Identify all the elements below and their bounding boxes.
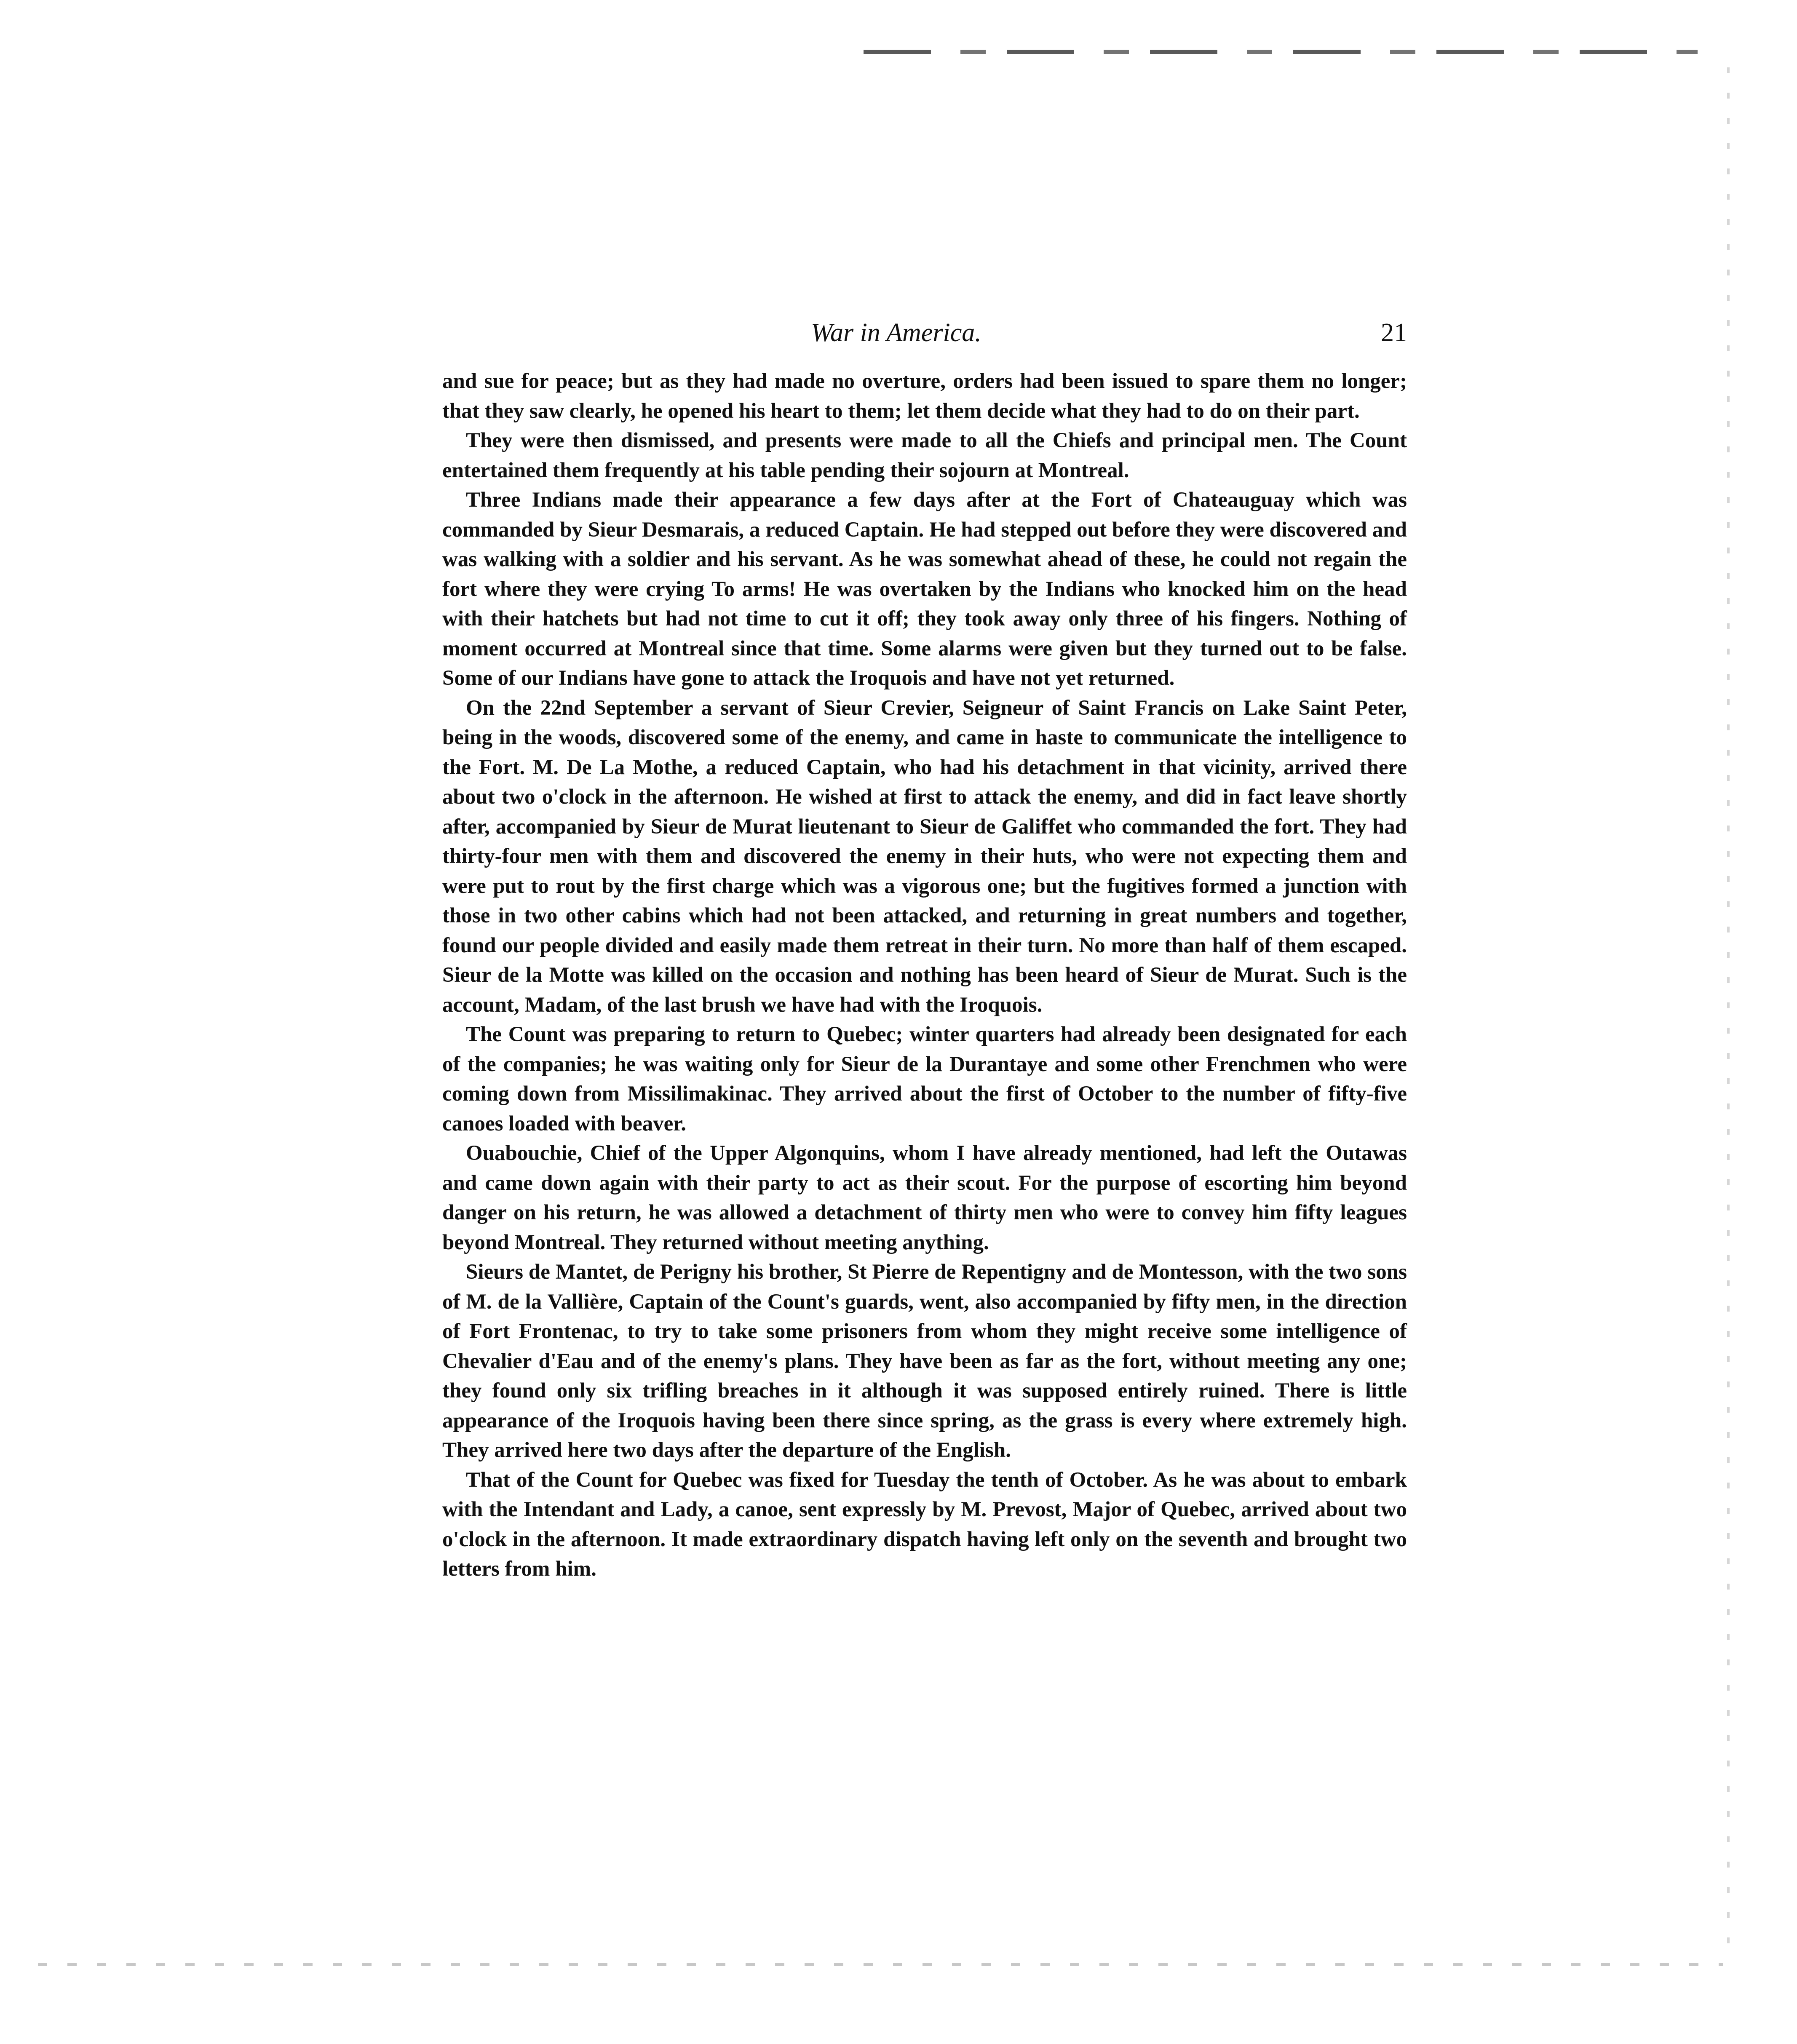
paragraph: The Count was preparing to return to Quebec; winter quarters had already been designated for each of the companies; he was waiting only for Sieur de la Durantaye and some other Frenchmen who were coming down from Missilimakinac. They arrived about the first of October to the number of fifty-five canoes loaded with beaver. bbox=[442, 1023, 1407, 1136]
page-header bbox=[442, 314, 1407, 352]
page-number: 21 bbox=[1381, 318, 1407, 347]
paragraph: They were then dismissed, and presents were made to all the Chiefs and principal men. The Count entertained them frequently at his table pending their sojourn at Montreal. bbox=[442, 429, 1407, 482]
running-title: War in America. bbox=[811, 318, 981, 347]
scan-right-edge bbox=[1727, 67, 1730, 1963]
paragraph: That of the Count for Quebec was fixed for Tuesday the tenth of October. As he was about to embark with the Intendant and Lady, a canoe, sent expressly by M. Prevost, Major of Quebec, arrived about two o'clock in the afternoon. It made extraordinary dispatch having left only on the seventh and brought two letters from him. bbox=[442, 1468, 1407, 1581]
paragraph: On the 22nd September a servant of Sieur Crevier, Seigneur of Saint Francis on Lake Saint Peter, being in the woods, discovered some of the enemy, and came in haste to communicate the intelligence to the Fort. M. De La Mothe, a reduced Captain, who had his detachment in that vicinity, arrived there about two o'clock in the afternoon. He wished at first to attack the enemy, and did in fact leave shortly after, accompanied by Sieur de Murat lieutenant to Sieur de Galiffet who commanded the fort. They had thirty-four men with them and discovered the enemy in their huts, who were not expecting them and were put to rout by the first charge which was a vigorous one; but the fugitives formed a junction with those in two other cabins which had not been attacked, and returning in great numbers and together, found our people divided and easily made them retreat in their turn. No more than half of them escaped. Sieur de la Motte was killed on the occasion and nothing has been heard of Sieur de Murat. Such is the account, Madam, of the last brush we have had with the Iroquois. bbox=[442, 696, 1407, 1017]
paragraph: Ouabouchie, Chief of the Upper Algonquins, whom I have already mentioned, had left the Outawas and came down again with their party to act as their scout. For the purpose of escorting him beyond danger on his return, he was allowed a detachment of thirty men who were to convey him fifty leagues beyond Montreal. They returned without meeting anything. bbox=[442, 1141, 1407, 1254]
paragraph: Three Indians made their appearance a few days after at the Fort of Chateauguay which was commanded by Sieur Desmarais, a reduced Captain. He had stepped out before they were discovered and was walking with a soldier and his servant. As he was somewhat ahead of these, he could not regain the fort where they were crying To arms! He was overtaken by the Indians who knocked him on the head with their hatchets but had not time to cut it off; they took away only three of his fingers. Nothing of moment occurred at Montreal since that time. Some alarms were given but they turned out to be false. Some of our Indians have gone to attack the Iroquois and have not yet returned. bbox=[442, 488, 1407, 690]
scan-bottom-edge bbox=[38, 1963, 1723, 1966]
body-text bbox=[442, 366, 1407, 1584]
scan-top-rule bbox=[864, 50, 1698, 54]
paragraph: and sue for peace; but as they had made no overture, orders had been issued to spare them no longer; that they saw clearly, he opened his heart to them; let them decide what they had to do on their part. bbox=[442, 369, 1407, 423]
paragraph: Sieurs de Mantet, de Perigny his brother, St Pierre de Repentigny and de Montesson, with the two sons of M. de la Vallière, Captain of the Count's guards, went, also accompanied by fifty men, in the direction of Fort Frontenac, to try to take some prisoners from whom they might receive some intelligence of Chevalier d'Eau and of the enemy's plans. They have been as far as the fort, without meeting any one; they found only six trifling breaches in it although it was supposed entirely ruined. There is little appearance of the Iroquois having been there since spring, as the grass is every where extremely high. They arrived here two days after the departure of the English. bbox=[442, 1260, 1407, 1462]
